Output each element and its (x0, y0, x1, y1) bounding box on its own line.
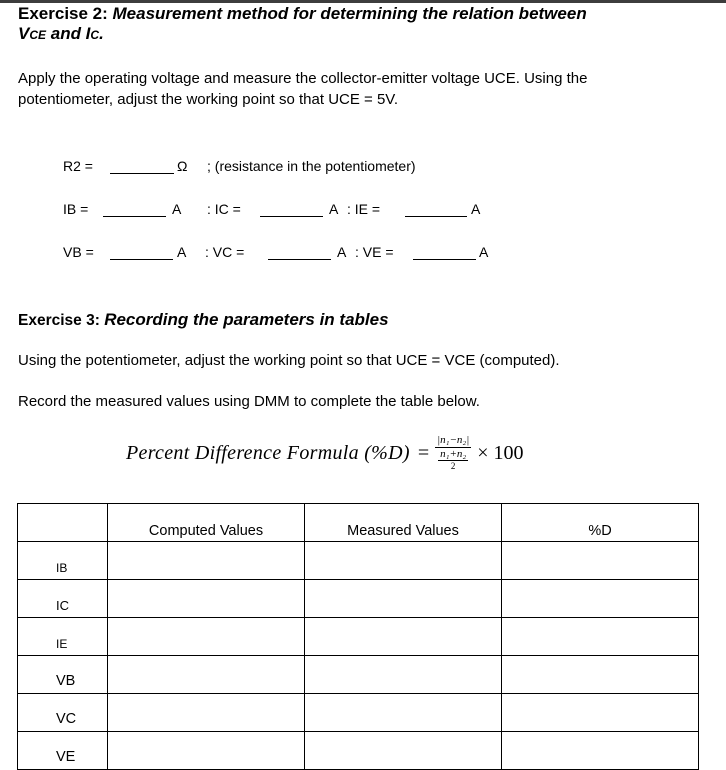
exercise3-heading: Exercise 3: Recording the parameters in tables (18, 310, 389, 329)
exercise3-instruction-2: Record the measured values using DMM to complete the table below. (18, 393, 480, 410)
r2-unit: Ω (177, 158, 188, 174)
row-label-vc: VC (18, 694, 108, 732)
ib-unit: A (172, 201, 182, 217)
r2-note: ; (resistance in the potentiometer) (207, 158, 416, 174)
formula-times-100: × 100 (477, 441, 524, 464)
table-row (18, 656, 699, 694)
cell-percent-ve[interactable] (502, 732, 699, 770)
cell-percent-ie[interactable] (502, 618, 699, 656)
vb-blank[interactable] (110, 247, 173, 260)
ic-unit: A (329, 201, 339, 217)
vc-label: : VC = (205, 244, 245, 260)
ib-label: IB = (63, 201, 89, 217)
ie-blank[interactable] (405, 204, 467, 217)
cell-measured-ve[interactable] (305, 732, 502, 770)
r2-label: R2 = (63, 158, 93, 174)
cell-percent-ib[interactable] (502, 542, 699, 580)
formula-fraction (435, 434, 471, 472)
ve-label: : VE = (355, 244, 394, 260)
table-row (18, 694, 699, 732)
vc-blank[interactable] (268, 247, 331, 260)
exercise3-instruction-1: Using the potentiometer, adjust the working point so that UCE = VCE (computed). (18, 352, 560, 369)
cell-computed-ib[interactable] (108, 542, 305, 580)
cell-measured-ib[interactable] (305, 542, 502, 580)
header-percent-d: %D (502, 504, 699, 542)
exercise2-instruction-1: Apply the operating voltage and measure the collector-emitter voltage UCE. Using the (18, 70, 588, 87)
table-header-row (18, 504, 699, 542)
cell-computed-ve[interactable] (108, 732, 305, 770)
vb-label: VB = (63, 244, 94, 260)
measurement-table (17, 503, 699, 770)
ib-blank[interactable] (103, 204, 166, 217)
formula-lhs: Percent Difference Formula (%D) (126, 441, 410, 464)
cell-measured-vb[interactable] (305, 656, 502, 694)
cell-computed-ic[interactable] (108, 580, 305, 618)
formula-equals: = (417, 441, 430, 464)
row-label-ve: VE (18, 732, 108, 770)
cell-computed-vb[interactable] (108, 656, 305, 694)
row-label-vb: VB (18, 656, 108, 694)
cell-percent-vb[interactable] (502, 656, 699, 694)
formula-denominator: n₁+n₂ (440, 448, 467, 460)
formula-numerator: |n₁−n₂| (437, 434, 470, 446)
header-measured-values: Measured Values (305, 504, 502, 542)
cell-computed-ie[interactable] (108, 618, 305, 656)
vb-unit: A (177, 244, 187, 260)
row-label-ie: IE (18, 618, 108, 656)
ie-unit: A (471, 201, 481, 217)
row-label-ib: IB (18, 542, 108, 580)
ve-blank[interactable] (413, 247, 476, 260)
cell-measured-ic[interactable] (305, 580, 502, 618)
ie-label: : IE = (347, 201, 381, 217)
table-row (18, 542, 699, 580)
header-computed-values: Computed Values (108, 504, 305, 542)
cell-computed-vc[interactable] (108, 694, 305, 732)
row-label-ic: IC (18, 580, 108, 618)
ve-unit: A (479, 244, 489, 260)
exercise2-heading: Exercise 2: Measurement method for determining the relation between (18, 4, 587, 23)
table-row (18, 580, 699, 618)
ic-label: : IC = (207, 201, 241, 217)
r2-blank[interactable] (110, 161, 174, 174)
ic-blank[interactable] (260, 204, 323, 217)
exercise2-heading-line2: VCE and IC. (18, 24, 104, 43)
cell-measured-ie[interactable] (305, 618, 502, 656)
exercise2-instruction-2: potentiometer, adjust the working point so that UCE = 5V. (18, 91, 399, 108)
cell-measured-vc[interactable] (305, 694, 502, 732)
percent-difference-formula (126, 430, 524, 476)
cell-percent-ic[interactable] (502, 580, 699, 618)
vc-unit: A (337, 244, 347, 260)
table-row (18, 732, 699, 770)
formula-two: 2 (450, 461, 456, 471)
header-cell-empty (18, 504, 108, 542)
table-row (18, 618, 699, 656)
cell-percent-vc[interactable] (502, 694, 699, 732)
